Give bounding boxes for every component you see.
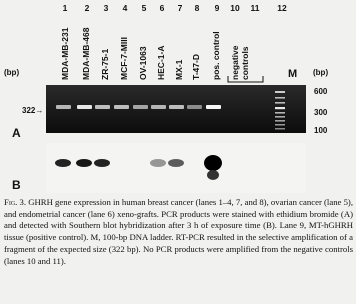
gel-band-lane-4 — [114, 105, 129, 109]
lane-number-8: 8 — [194, 3, 200, 13]
blot-band-lane-9 — [204, 155, 222, 171]
lane-number-9: 9 — [214, 3, 220, 13]
ladder-tick-300: 300 — [314, 108, 328, 117]
lane-number-5: 5 — [141, 3, 147, 13]
lane-number-4: 4 — [122, 3, 128, 13]
lane-number-11: 11 — [250, 3, 260, 13]
lane-number-6: 6 — [159, 3, 165, 13]
blot-band-lane-7 — [168, 159, 184, 167]
gel-band-lane-1 — [56, 105, 71, 109]
gel-band-lane-2 — [77, 105, 92, 109]
lane-label-4: MCF-7-MIII — [119, 37, 129, 80]
lane-label-6: HEC-1-A — [156, 45, 166, 80]
lane-label-7: MX-1 — [174, 59, 184, 80]
panel-label-a: A — [12, 126, 21, 140]
blot-band-lane-6 — [150, 159, 166, 167]
gel-band-lane-6 — [151, 105, 166, 109]
gel-band-lane-7 — [169, 105, 184, 109]
gel-band-lane-3 — [95, 105, 110, 109]
marker-label: M — [288, 68, 298, 80]
lane-label-8: T-47-D — [191, 54, 201, 80]
size-marker-322: 322→ — [22, 106, 44, 115]
lane-number-1: 1 — [62, 3, 68, 13]
caption-lead: Fig. 3. — [4, 197, 27, 207]
gel-image-ethidium — [46, 85, 306, 133]
lane-label-1: MDA-MB-231 — [60, 27, 70, 80]
lane-number-12: 12 — [277, 3, 287, 13]
ladder-tick-600: 600 — [314, 87, 328, 96]
lane-label-2: MDA-MB-468 — [81, 27, 91, 80]
bp-label-right: (bp) — [313, 68, 329, 77]
lane-number-2: 2 — [84, 3, 90, 13]
negative-controls-label-2: controls — [240, 46, 250, 80]
bp-label-left: (bp) — [4, 68, 20, 77]
blot-band-lane-1 — [55, 159, 71, 167]
caption-text: GHRH gene expression in human breast cancer (lanes 1–4, 7, and 8), ovarian cancer (lane 5), and endometrial cancer (lane 6) xeno-grafts. PCR products were stained with ethidium bromide (A) and detected with Southern blot hybridization after 3 h of exposure time (B). Lane 9, MT-hGHRH tissue (positive control). M, 100-bp DNA ladder. RT-PCR resulted in the selective amplification of a fragment of the expected size (322 bp). No PCR products were amplified from the negative controls (lanes 10 and 11). — [4, 197, 353, 266]
lane-number-10: 10 — [230, 3, 240, 13]
negative-controls-label-1: negative — [230, 45, 240, 80]
lane-number-7: 7 — [177, 3, 183, 13]
lane-label-3: ZR-75-1 — [100, 48, 110, 80]
figure-caption — [4, 197, 353, 267]
gel-band-lane-8 — [187, 105, 202, 109]
blot-smear-lane-9 — [207, 170, 219, 180]
southern-blot-image — [46, 143, 306, 193]
gel-band-lane-9 — [206, 105, 221, 109]
ladder-tick-100: 100 — [314, 126, 328, 135]
lane-label-9: pos. control — [211, 31, 221, 80]
lane-number-3: 3 — [103, 3, 109, 13]
blot-band-lane-3 — [94, 159, 110, 167]
blot-band-lane-2 — [76, 159, 92, 167]
gel-band-lane-5 — [133, 105, 148, 109]
panel-label-b: B — [12, 178, 21, 192]
lane-label-5: OV-1063 — [138, 46, 148, 80]
